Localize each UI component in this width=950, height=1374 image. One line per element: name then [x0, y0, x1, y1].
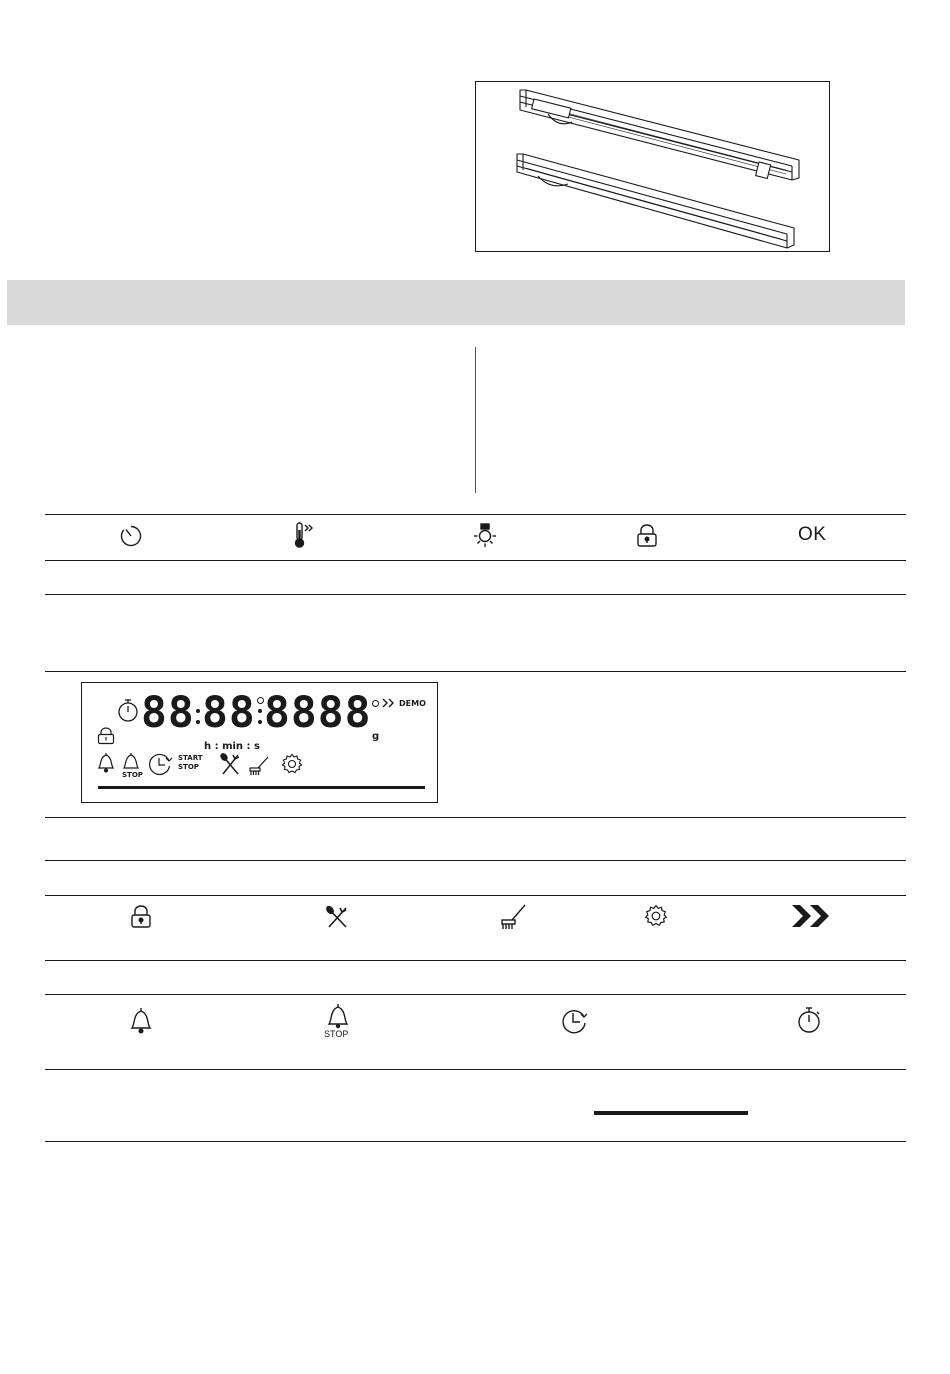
cutlery-icon	[325, 905, 349, 929]
child-lock-indicator-icon	[97, 727, 115, 745]
lamp-icon	[472, 523, 498, 549]
ok-label: OK	[798, 524, 827, 545]
stop-label: STOP	[178, 763, 199, 771]
cleaning-indicator-icon	[249, 756, 269, 776]
display-digits-right: 8888	[264, 688, 372, 738]
bell-stop-icon	[326, 1003, 350, 1027]
table-rule	[45, 1069, 906, 1070]
lock-icon	[130, 905, 152, 929]
display-illustration	[81, 682, 438, 803]
display-digits-minutes: 88	[202, 688, 256, 738]
table-rule	[45, 895, 906, 896]
settings-gear-icon	[644, 904, 668, 928]
cutlery-indicator-icon	[219, 752, 241, 776]
degree-symbol	[257, 697, 264, 704]
table-rule	[45, 860, 906, 861]
bell-icon	[96, 751, 116, 773]
table-rule	[45, 994, 906, 995]
heat-up-indicator-bar	[98, 786, 425, 789]
table-rule	[45, 560, 906, 561]
settings-indicator-icon	[281, 753, 303, 775]
temperature-degree-indicator	[372, 700, 379, 707]
section-heading-band	[7, 280, 905, 325]
fast-forward-icon	[791, 905, 831, 927]
column-divider	[475, 347, 476, 493]
colon-dot	[196, 720, 200, 724]
table-rule	[45, 817, 906, 818]
demo-indicator: DEMO	[399, 699, 426, 708]
shelf-rails-illustration	[475, 81, 830, 252]
fast-heat-up-icon	[292, 521, 320, 549]
bell-stop-label: STOP	[324, 1029, 349, 1039]
table-rule	[45, 960, 906, 961]
start-label: START	[178, 754, 203, 762]
table-rule	[45, 671, 906, 672]
table-rule	[45, 1141, 906, 1142]
stopwatch-icon	[797, 1006, 823, 1034]
stopwatch-icon	[117, 698, 139, 722]
bell-icon	[129, 1006, 153, 1034]
display-digits-hours: 88	[141, 688, 195, 738]
colon-dot	[258, 720, 262, 724]
colon-dot	[196, 709, 200, 713]
heat-up-bar-indicator	[594, 1111, 748, 1115]
time-format-label: h : min : s	[204, 741, 260, 752]
lock-icon	[636, 524, 658, 548]
table-rule	[45, 514, 906, 515]
weight-unit: g	[372, 731, 380, 742]
telescopic-rails-drawing	[476, 82, 831, 253]
bell-stop-label: STOP	[122, 771, 143, 779]
end-time-icon	[147, 751, 173, 777]
end-time-icon	[561, 1007, 589, 1035]
cleaning-brush-icon	[500, 904, 526, 930]
fast-heat-indicator-icon	[382, 698, 396, 708]
timer-icon	[119, 524, 143, 548]
colon-dot	[258, 709, 262, 713]
table-rule	[45, 594, 906, 595]
bell-stop-icon	[121, 751, 141, 771]
